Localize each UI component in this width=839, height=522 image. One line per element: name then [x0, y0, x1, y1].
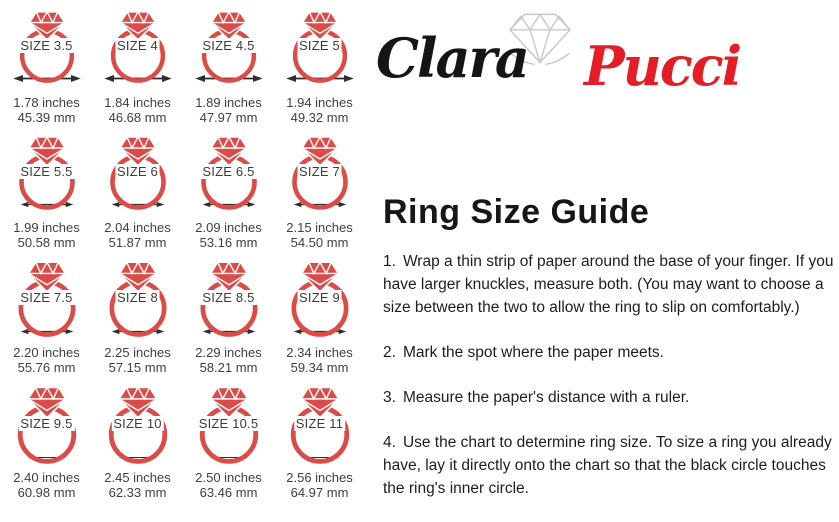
ring-size-label: SIZE 7	[299, 164, 340, 179]
ring-size-label: SIZE 9	[299, 290, 340, 305]
instructions-list	[383, 250, 835, 522]
instruction-item	[383, 250, 835, 319]
diameter-mm-label: 59.34 mm	[290, 360, 349, 375]
ring-size-cell	[183, 375, 274, 500]
diameter-mm-label: 62.33 mm	[108, 485, 167, 500]
ring-icon-wrap	[192, 5, 266, 83]
diameter-inches-label: 2.15 inches	[286, 220, 353, 235]
instruction-text: Mark the spot where the paper meets.	[402, 344, 664, 361]
measurements	[286, 95, 353, 125]
brand-name-pucci: Pucci	[584, 34, 741, 98]
ring-size-cell	[92, 250, 183, 375]
measurements	[13, 95, 80, 125]
ring-size-label: SIZE 9.5	[20, 416, 73, 431]
diameter-mm-label: 45.39 mm	[17, 110, 76, 125]
brand-logo	[372, 6, 812, 106]
ring-size-label: SIZE 6.5	[202, 164, 255, 179]
ring-size-cell	[1, 250, 92, 375]
diameter-inches-label: 1.78 inches	[13, 95, 80, 110]
diameter-mm-label: 49.32 mm	[290, 110, 349, 125]
instruction-text: Measure the paper's distance with a ruler.	[402, 389, 690, 406]
instruction-text: Use the chart to determine ring size. To size a ring you already have, lay it directly onto the chart so that the black circle touches the ring's inner circle.	[383, 434, 832, 497]
brand-name-clara: Clara	[376, 26, 528, 90]
diameter-inches-label: 1.99 inches	[13, 220, 80, 235]
ring-size-label: SIZE 8	[117, 290, 158, 305]
ring-chart-grid	[1, 0, 365, 500]
ring-size-label: SIZE 3.5	[20, 38, 73, 53]
ring-icon-wrap	[10, 5, 84, 83]
instruction-item	[383, 431, 835, 500]
ring-size-label: SIZE 5.5	[20, 164, 73, 179]
diameter-inches-label: 2.45 inches	[104, 470, 171, 485]
measurements	[195, 345, 262, 375]
ring-size-label: SIZE 4.5	[202, 38, 255, 53]
measurements	[104, 220, 171, 250]
measurements	[104, 345, 171, 375]
ring-size-cell	[183, 125, 274, 250]
ring-icon-wrap	[9, 130, 85, 210]
ring-size-label: SIZE 10.5	[198, 416, 259, 431]
diameter-mm-label: 64.97 mm	[290, 485, 349, 500]
diameter-mm-label: 51.87 mm	[108, 235, 167, 250]
measurements	[195, 95, 262, 125]
diameter-inches-label: 1.84 inches	[104, 95, 171, 110]
diameter-inches-label: 2.29 inches	[195, 345, 262, 360]
ring-size-cell	[274, 250, 365, 375]
diameter-inches-label: 2.04 inches	[104, 220, 171, 235]
ring-icon-wrap	[283, 5, 357, 83]
ring-icon-wrap	[99, 255, 177, 337]
measurements	[286, 220, 353, 250]
diameter-mm-label: 57.15 mm	[108, 360, 167, 375]
diameter-mm-label: 53.16 mm	[199, 235, 258, 250]
instruction-item	[383, 341, 835, 364]
diameter-mm-label: 50.58 mm	[17, 235, 76, 250]
diameter-mm-label: 63.46 mm	[199, 485, 258, 500]
ring-size-cell	[274, 125, 365, 250]
instruction-number: 3.	[383, 389, 396, 406]
ring-size-label: SIZE 6	[117, 164, 158, 179]
diameter-inches-label: 2.09 inches	[195, 220, 262, 235]
ring-size-cell	[92, 375, 183, 500]
ring-size-cell	[1, 0, 92, 125]
ring-icon-wrap	[8, 255, 86, 337]
diameter-mm-label: 58.21 mm	[199, 360, 258, 375]
ring-size-label: SIZE 10	[113, 416, 162, 431]
measurements	[13, 220, 80, 250]
ring-size-cell	[183, 250, 274, 375]
ring-size-label: SIZE 4	[117, 38, 158, 53]
diameter-mm-label: 54.50 mm	[290, 235, 349, 250]
measurements	[195, 470, 262, 500]
ring-size-label: SIZE 7.5	[20, 290, 73, 305]
diameter-inches-label: 2.40 inches	[13, 470, 80, 485]
measurements	[286, 345, 353, 375]
instruction-number: 1.	[383, 253, 396, 270]
ring-icon-wrap	[189, 380, 269, 464]
ring-size-label: SIZE 5	[299, 38, 340, 53]
ring-size-cell	[274, 375, 365, 500]
ring-size-cell	[183, 0, 274, 125]
ring-size-cell	[274, 0, 365, 125]
measurements	[286, 470, 353, 500]
instruction-text: Wrap a thin strip of paper around the base of your finger. If you have larger knuckles, measure both. (You may want to choose a size between the two to allow the ring to slip on comfortably.)	[383, 253, 834, 316]
ring-icon-wrap	[190, 255, 268, 337]
ring-size-cell	[1, 125, 92, 250]
diameter-mm-label: 55.76 mm	[17, 360, 76, 375]
diameter-mm-label: 47.97 mm	[199, 110, 258, 125]
page-title: Ring Size Guide	[383, 193, 650, 231]
instruction-item	[383, 386, 835, 409]
diameter-inches-label: 2.50 inches	[195, 470, 262, 485]
ring-size-label: SIZE 11	[295, 416, 344, 431]
ring-icon-wrap	[7, 380, 87, 464]
ring-size-cell	[1, 375, 92, 500]
diameter-mm-label: 46.68 mm	[108, 110, 167, 125]
measurements	[104, 470, 171, 500]
ring-icon-wrap	[98, 380, 178, 464]
ring-size-cell	[92, 0, 183, 125]
diameter-inches-label: 2.20 inches	[13, 345, 80, 360]
measurements	[104, 95, 171, 125]
ring-icon-wrap	[280, 380, 360, 464]
measurements	[195, 220, 262, 250]
ring-size-label: SIZE 8.5	[202, 290, 255, 305]
ring-size-cell	[92, 125, 183, 250]
instruction-number: 2.	[383, 344, 396, 361]
ring-icon-wrap	[101, 5, 175, 83]
measurements	[13, 345, 80, 375]
measurements	[13, 470, 80, 500]
diameter-inches-label: 1.94 inches	[286, 95, 353, 110]
diameter-inches-label: 2.56 inches	[286, 470, 353, 485]
diameter-mm-label: 60.98 mm	[17, 485, 76, 500]
diameter-inches-label: 2.34 inches	[286, 345, 353, 360]
ring-icon-wrap	[191, 130, 267, 210]
ring-icon-wrap	[281, 255, 359, 337]
diameter-inches-label: 1.89 inches	[195, 95, 262, 110]
ring-icon-wrap	[100, 130, 176, 210]
diameter-inches-label: 2.25 inches	[104, 345, 171, 360]
instruction-number: 4.	[383, 434, 396, 451]
ring-icon-wrap	[282, 130, 358, 210]
